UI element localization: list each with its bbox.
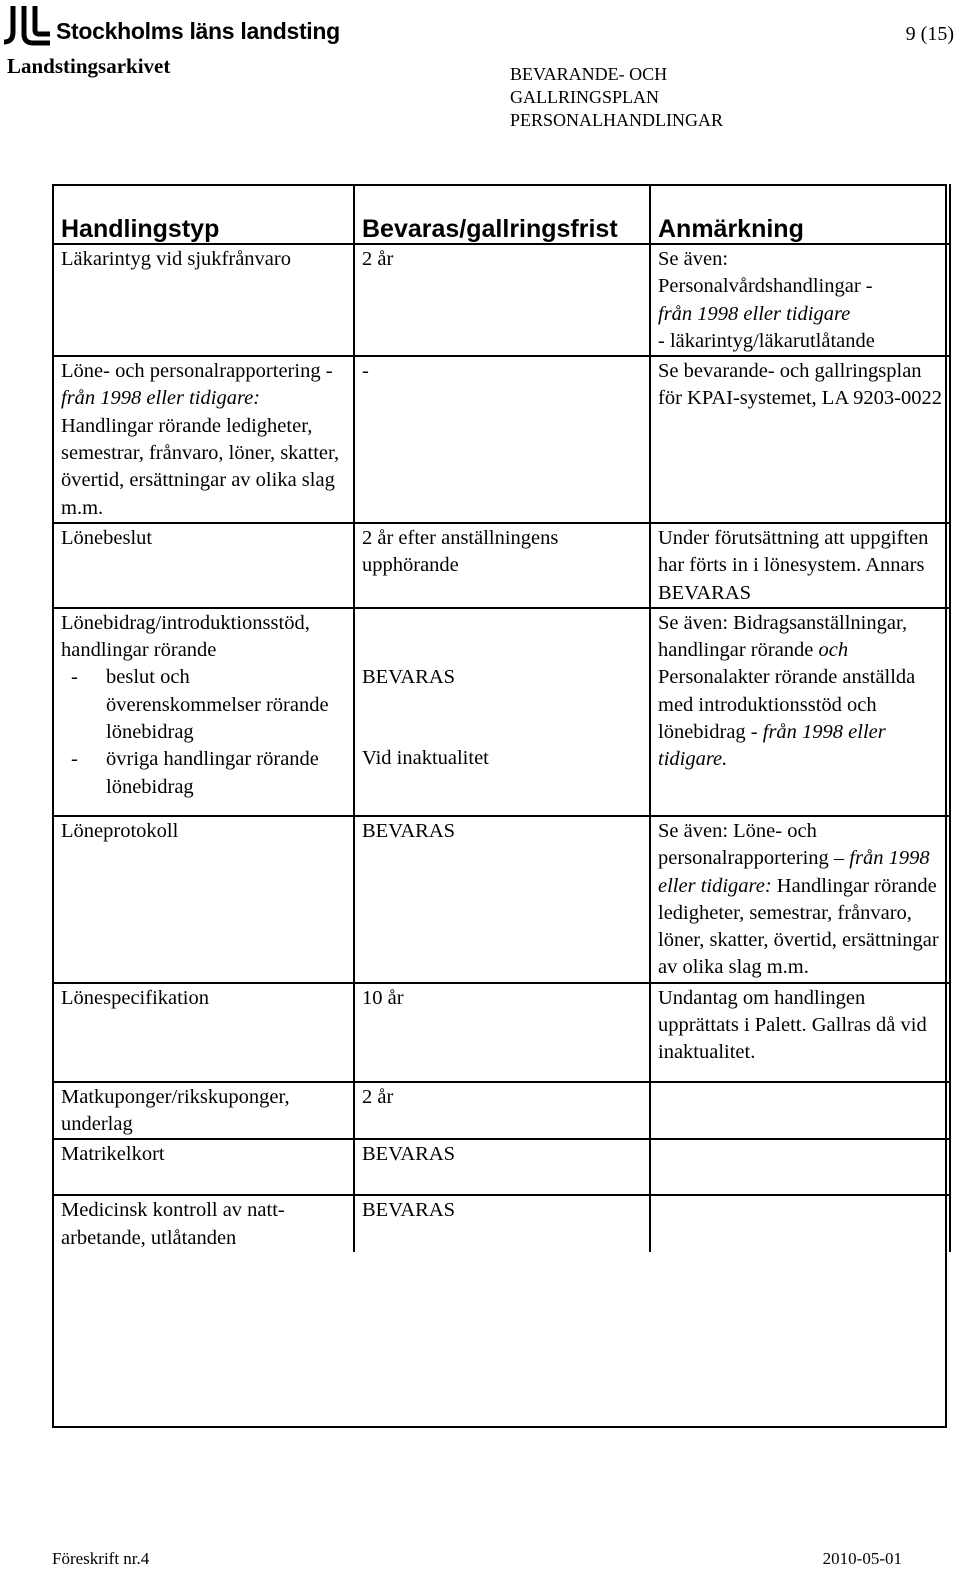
cell-period: 10 år [354, 983, 650, 1082]
spacer [362, 610, 643, 637]
cell-period: BEVARAS [354, 816, 650, 983]
cell-period: 2 år efter anställningens upphörande [354, 523, 650, 608]
note-text-italic: och [818, 639, 849, 662]
cell-note [650, 608, 950, 816]
note-text: Se även: Löne- och personalrapportering – [658, 819, 850, 870]
spacer [362, 637, 643, 664]
table-row [53, 816, 950, 983]
note-text-italic: från 1998 eller tidigare: [658, 847, 930, 897]
column-header-period: Bevaras/gallringsfrist [354, 184, 650, 244]
org-logo [2, 4, 340, 48]
document-title [510, 63, 723, 132]
cell-period [354, 608, 650, 816]
column-header-note: Anmärkning [650, 184, 950, 244]
column-header-type: Handlingstyp [53, 184, 354, 244]
type-text: Löne- och personalrapportering - [61, 360, 333, 383]
type-text: Lönebidrag/introduktionsstöd, handlingar rörande [61, 611, 310, 662]
cell-note: Se bevarande- och gallringsplan för KPAI-systemet, LA 9203-0022 [650, 356, 950, 523]
cell-note [650, 1195, 950, 1252]
cell-type: Matrikelkort [53, 1139, 354, 1195]
cell-note [650, 1139, 950, 1195]
note-text: Personalakter rörande anställda med introduktionsstöd och lönebidrag - [658, 666, 916, 744]
document-title-line: PERSONALHANDLINGAR [510, 110, 724, 130]
cell-note: Under förutsättning att uppgiften har förts in i lönesystem. Annars BEVARAS [650, 523, 950, 608]
cell-period: 2 år [354, 1082, 650, 1140]
cell-type: Matkuponger/rikskuponger, underlag [53, 1082, 354, 1140]
cell-note [650, 816, 950, 983]
footer-date: 2010-05-01 [822, 1549, 902, 1568]
table-row [53, 1082, 950, 1140]
retention-table [52, 184, 951, 1252]
document-title-line: GALLRINGSPLAN [510, 87, 660, 107]
table-row [53, 1195, 950, 1252]
sub-item [61, 746, 347, 801]
cell-period: BEVARAS [354, 1195, 650, 1252]
cell-note: Undantag om handlingen upprättats i Palett. Gallras då vid inaktualitet. [650, 983, 950, 1082]
cell-type: Läkarintyg vid sjukfrånvaro [53, 244, 354, 356]
org-name: Stockholms läns landsting [56, 17, 340, 44]
note-text: Se även: Bidragsanställningar, handlingar rörande [658, 611, 908, 662]
period-text: Vid inaktualitet [362, 747, 489, 770]
note-line: - läkarintyg/läkarutlåtande [658, 329, 875, 352]
cell-type: Lönebeslut [53, 523, 354, 608]
table-row [53, 1139, 950, 1195]
cell-type [53, 608, 354, 816]
cell-period: BEVARAS [354, 1139, 650, 1195]
period-text: BEVARAS [362, 665, 456, 688]
spacer [362, 718, 643, 745]
cell-type: Medicinsk kontroll av natt-arbetande, utlåtanden [53, 1195, 354, 1252]
cell-period: - [354, 356, 650, 523]
document-title-line: BEVARANDE- OCH [510, 64, 668, 84]
note-text-italic: från 1998 eller tidigare. [658, 721, 886, 771]
type-text-italic: från 1998 eller tidigare: [61, 387, 261, 410]
table-header-row [53, 184, 950, 244]
page-number: 9 (15) [905, 23, 954, 45]
footer-regulation: Föreskrift nr.4 [52, 1549, 150, 1568]
table-row [53, 608, 950, 816]
note-line: Personalvårdshandlingar - [658, 275, 873, 298]
sub-item [61, 664, 347, 746]
cell-type: Lönespecifikation [53, 983, 354, 1082]
type-text: Handlingar rörande ledigheter, semestrar, frånvaro, löner, skatter, övertid, ersättningar av olika slag m.m. [61, 414, 340, 519]
cell-type: Löneprotokoll [53, 816, 354, 983]
table-row [53, 356, 950, 523]
cell-period: 2 år [354, 244, 650, 356]
note-text: Handlingar rörande ledigheter, semestrar, frånvaro, löner, skatter, övertid, ersättningar av olika slag m.m. [658, 874, 939, 979]
cell-note [650, 1082, 950, 1140]
sub-item-text: övriga handlingar rörande lönebidrag [106, 748, 319, 798]
table-row [53, 983, 950, 1082]
note-line: från 1998 eller tidigare [658, 302, 851, 325]
department-name: Landstingsarkivet [7, 54, 171, 78]
note-line: Se även: [658, 248, 729, 270]
sub-item-dash: - [71, 748, 78, 771]
table-row [53, 523, 950, 608]
cell-type [53, 356, 354, 523]
spacer [362, 691, 643, 718]
sub-item-dash: - [71, 666, 78, 689]
sub-item-text: beslut och överenskommelser rörande lönebidrag [106, 666, 329, 744]
table-row [53, 244, 950, 356]
county-logo-icon [2, 4, 52, 48]
cell-note [650, 244, 950, 356]
